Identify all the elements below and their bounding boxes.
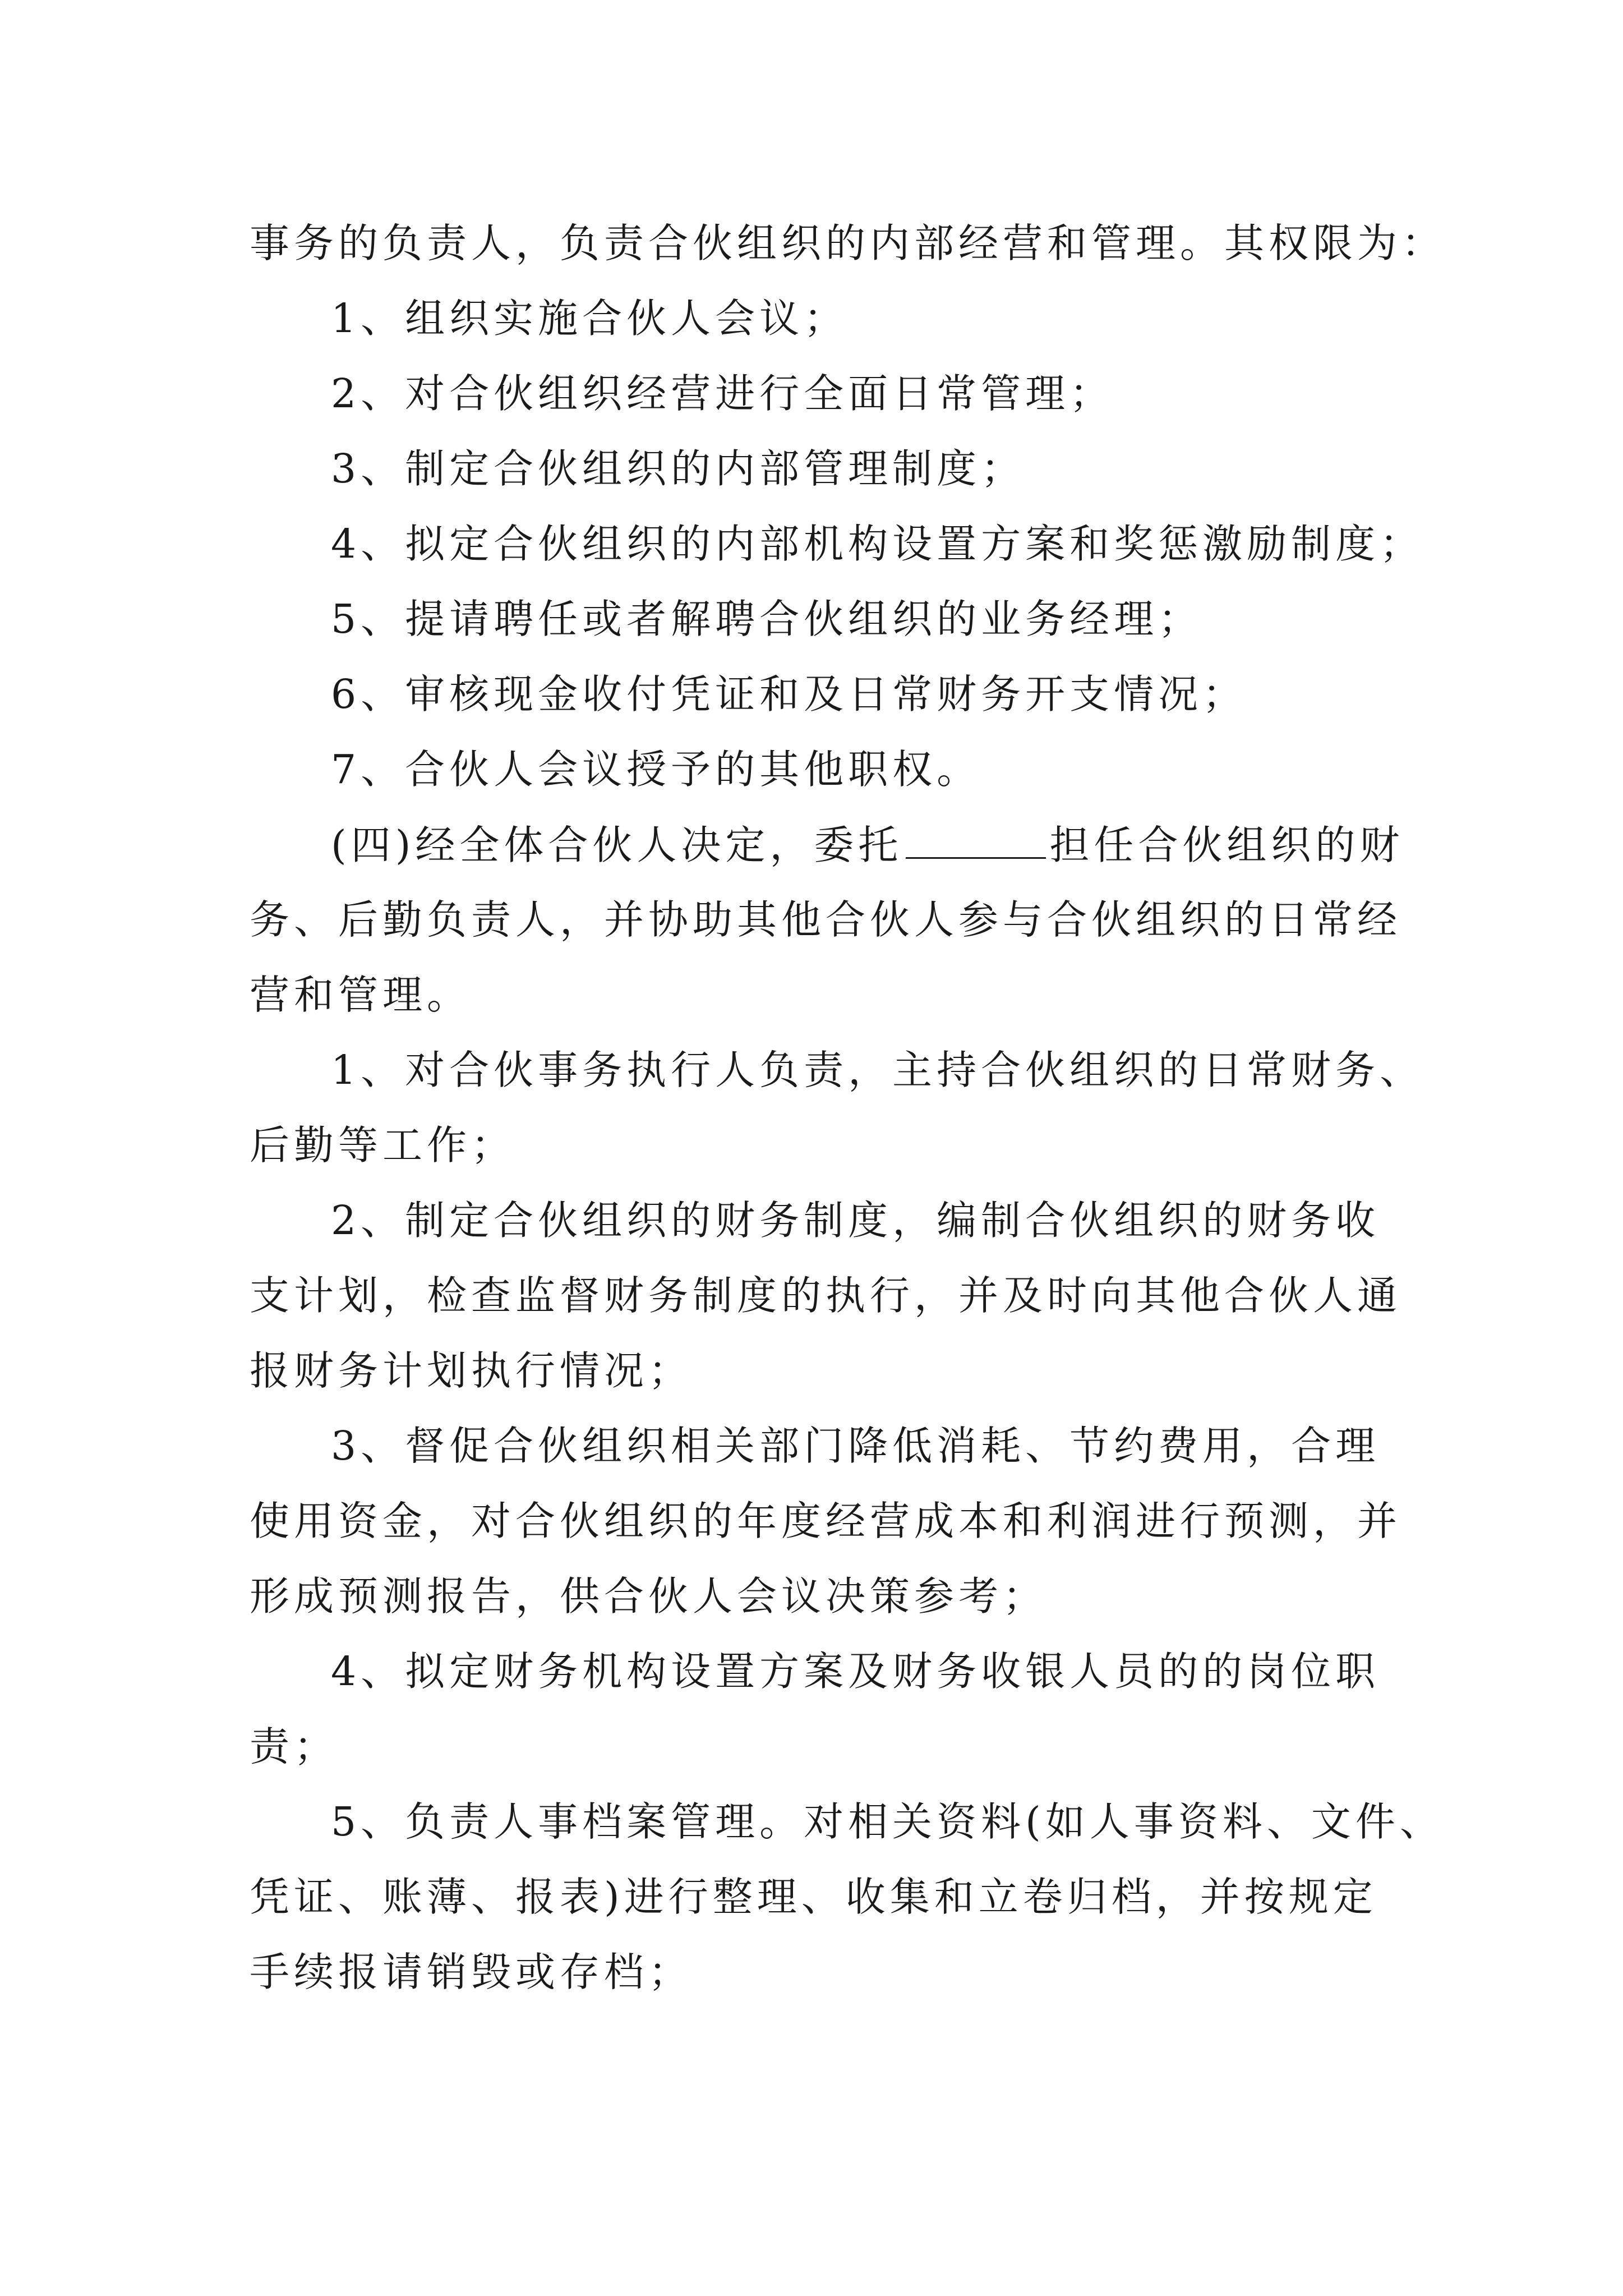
paragraph-text: 4、拟定合伙组织的内部机构设置方案和奖惩激励制度； [331, 521, 1424, 567]
fill-in-blank [906, 825, 1046, 859]
paragraph-text: 7、合伙人会议授予的其他职权。 [331, 746, 981, 793]
paragraph-text: 5、提请聘任或者解聘合伙组织的业务经理； [331, 596, 1203, 642]
text-line [250, 1347, 693, 1394]
list-item [331, 445, 1026, 492]
text-line [331, 822, 1404, 868]
paragraph-text: 6、审核现金收付凭证和及日常财务开支情况； [331, 671, 1247, 717]
list-item [331, 370, 1114, 417]
text-line [250, 1122, 516, 1168]
paragraph-text: (四)经全体合伙人决定，委托 [331, 822, 903, 868]
paragraph-text: 2、制定合伙组织的财务制度，编制合伙组织的财务收 [331, 1197, 1380, 1244]
list-item [331, 746, 981, 793]
text-line [250, 896, 1402, 943]
paragraph-text: 凭证、账薄、报表)进行整理、收集和立卷归档，并按规定 [250, 1874, 1377, 1920]
paragraph-text: 报财务计划执行情况； [250, 1347, 693, 1394]
text-line [250, 1272, 1402, 1319]
text-line [250, 1949, 693, 1995]
paragraph-text: 事务的负责人，负责合伙组织的内部经营和管理。其权限为： [250, 220, 1446, 266]
text-line [250, 1498, 1402, 1544]
paragraph-text: 4、拟定财务机构设置方案及财务收银人员的的岗位职 [331, 1648, 1380, 1695]
paragraph-text: 1、组织实施合伙人会议； [331, 295, 849, 342]
paragraph-text: 手续报请销毁或存档； [250, 1949, 693, 1995]
paragraph-text: 务、后勤负责人，并协助其他合伙人参与合伙组织的日常经 [250, 896, 1402, 943]
paragraph-text: 1、对合伙事务执行人负责，主持合伙组织的日常财务、 [331, 1047, 1424, 1093]
text-line [250, 1573, 1048, 1619]
paragraph-text: 3、督促合伙组织相关部门降低消耗、节约费用，合理 [331, 1423, 1380, 1469]
text-line [250, 972, 472, 1018]
list-item [331, 671, 1247, 717]
text-line [250, 220, 1446, 266]
paragraph-text: 形成预测报告，供合伙人会议决策参考； [250, 1573, 1048, 1619]
paragraph-text: 营和管理。 [250, 972, 472, 1018]
paragraph-text: 担任合伙组织的财 [1049, 822, 1404, 868]
list-item [331, 596, 1203, 642]
paragraph-text: 5、负责人事档案管理。对相关资料(如人事资料、文件、 [331, 1798, 1444, 1845]
list-item [331, 521, 1424, 567]
list-item [331, 295, 849, 342]
paragraph-text: 2、对合伙组织经营进行全面日常管理； [331, 370, 1114, 417]
list-item [331, 1047, 1424, 1093]
text-line [250, 1723, 339, 1770]
paragraph-text: 3、制定合伙组织的内部管理制度； [331, 445, 1026, 492]
list-item [331, 1798, 1444, 1845]
text-line [250, 1874, 1377, 1920]
paragraph-text: 支计划，检查监督财务制度的执行，并及时向其他合伙人通 [250, 1272, 1402, 1319]
paragraph-text: 后勤等工作； [250, 1122, 516, 1168]
paragraph-text: 使用资金，对合伙组织的年度经营成本和利润进行预测，并 [250, 1498, 1402, 1544]
paragraph-text: 责； [250, 1723, 339, 1770]
list-item [331, 1423, 1380, 1469]
list-item [331, 1648, 1380, 1695]
list-item [331, 1197, 1380, 1244]
